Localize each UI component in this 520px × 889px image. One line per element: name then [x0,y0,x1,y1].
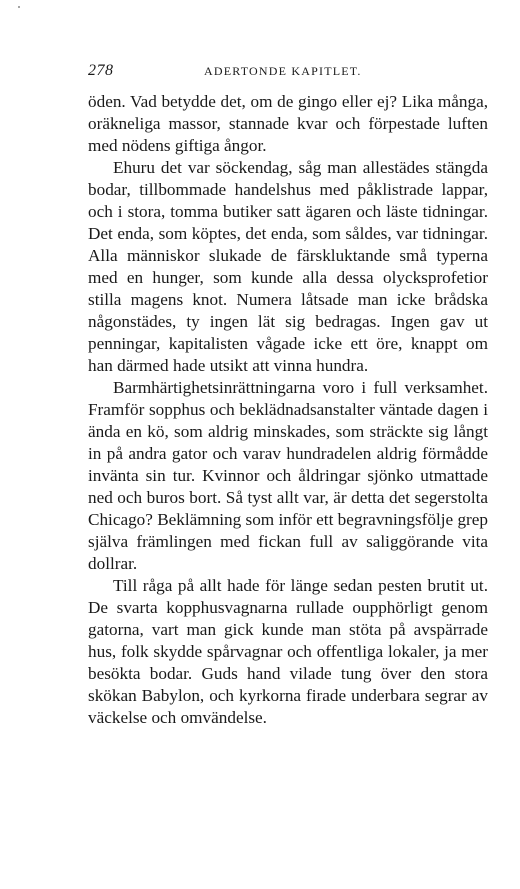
body-text [88,91,488,729]
running-head: ADERTONDE KAPITLET. [204,64,362,78]
page-number: 278 [88,62,114,79]
page-header [88,62,488,82]
stray-ink-dot [18,6,20,8]
paragraph: Ehuru det var söckendag, såg man allestädes stängda bodar, tillbommade handelshus med påklistrade lappar, och i stora, tomma butiker satt ägaren och läste tidningar. Det enda, som köptes, det enda, som såldes, var tidningar. Alla människor slukade de färskluktande små typerna med en hunger, som kunde alla dessa olycksprofetior stilla magens knot. Numera låtsade man icke brådska någonstädes, ty ingen lät sig bedragas. Ingen gav ut penningar, kapitalisten vågade icke ett öre, knappt om han därmed hade utsikt att vinna hundra. [88,158,488,375]
paragraph: Till råga på allt hade för länge sedan pesten brutit ut. De svarta kopphusvagnarna rullade oupphörligt genom gatorna, vart man gick kunde man stöta på avspärrade hus, folk skydde spårvagnar och offentliga lokaler, ja mer besökta bodar. Guds hand vilade tung över den stora skökan Babylon, och kyrkorna firade underbara segrar av väckelse och omvändelse. [88,576,488,727]
paragraph-continuation: öden. Vad betydde det, om de gingo eller ej? Lika många, oräkneliga massor, stannade kvar och förpestade luften med nödens giftiga ångor. [88,92,488,155]
paragraph: Barmhärtighetsinrättningarna voro i full verksamhet. Framför sopphus och beklädnadsanstalter väntade dagen i ända en kö, som aldrig minskades, som sträckte sig långt in på andra gator och varav hundradelen aldrig förmådde invänta sin tur. Kvinnor och åldringar sjönko utmattade ned och buros bort. Så tyst allt var, är detta det segerstolta Chicago? Beklämning som inför ett begravningsfölje grep själva främlingen med fickan full av saliggörande vita dollrar. [88,378,488,573]
